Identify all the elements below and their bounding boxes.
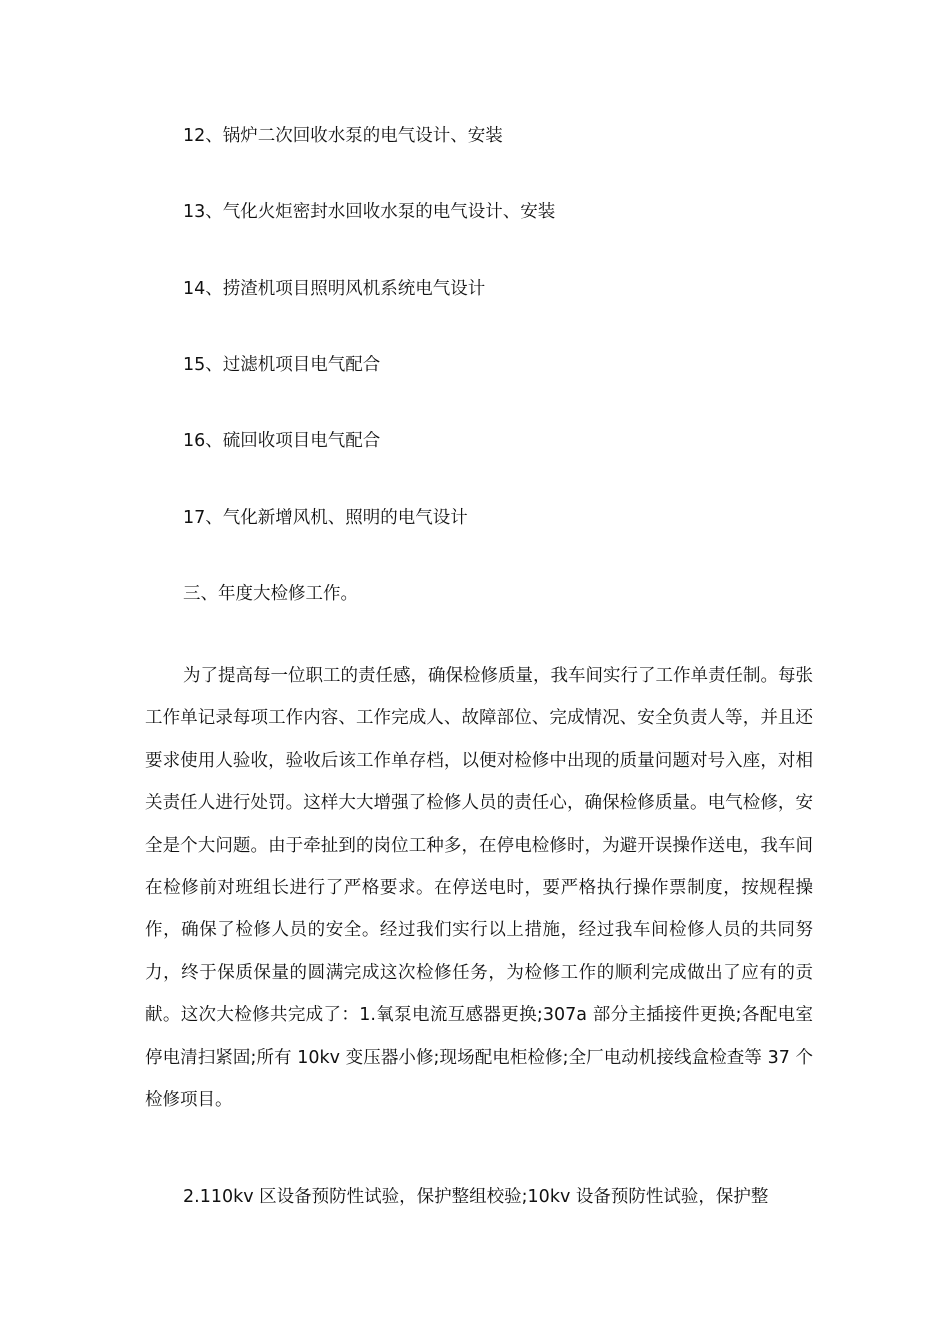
list-item-17: 17、气化新增风机、照明的电气设计 <box>183 508 468 528</box>
body-paragraph: 为了提高每一位职工的责任感，确保检修质量，我车间实行了工作单责任制。每张工作单记录每项工作内容、工作完成人、故障部位、完成情况、安全负责人等，并且还要求使用人验收，验收后该工作单存档，以便对检修中出现的质量问题对号入座，对相关责任人进行处罚。这样大大增强了检修人员的责任心，确保检修质量。电气检修，安全是个大问题。由于牵扯到的岗位工种多，在停电检修时，为避开误操作送电，我车间在检修前对班组长进行了严格要求。在停送电时，要严格执行操作票制度，按规程操作，确保了检修人员的安全。经过我们实行以上措施，经过我车间检修人员的共同努力，终于保质保量的圆满完成这次检修任务，为检修工作的顺利完成做出了应有的贡献。这次大检修共完成了：1.氧泵电流互感器更换;307a 部分主插接件更换;各配电室停电清扫紧固;所有 10kv 变压器小修;现场配电柜检修;全厂电动机接线盒检查等 37 个检修项目。 <box>145 666 813 1111</box>
list-item-14: 14、捞渣机项目照明风机系统电气设计 <box>183 279 486 299</box>
list-item-15: 15、过滤机项目电气配合 <box>183 355 381 375</box>
list-item-16: 16、硫回收项目电气配合 <box>183 431 381 451</box>
list-item-13: 13、气化火炬密封水回收水泵的电气设计、安装 <box>183 202 556 222</box>
list-item-12: 12、锅炉二次回收水泵的电气设计、安装 <box>183 126 503 146</box>
body-paragraph-continued: 2.110kv 区设备预防性试验，保护整组校验;10kv 设备预防性试验，保护整 <box>183 1187 769 1207</box>
section-heading: 三、年度大检修工作。 <box>183 584 358 604</box>
